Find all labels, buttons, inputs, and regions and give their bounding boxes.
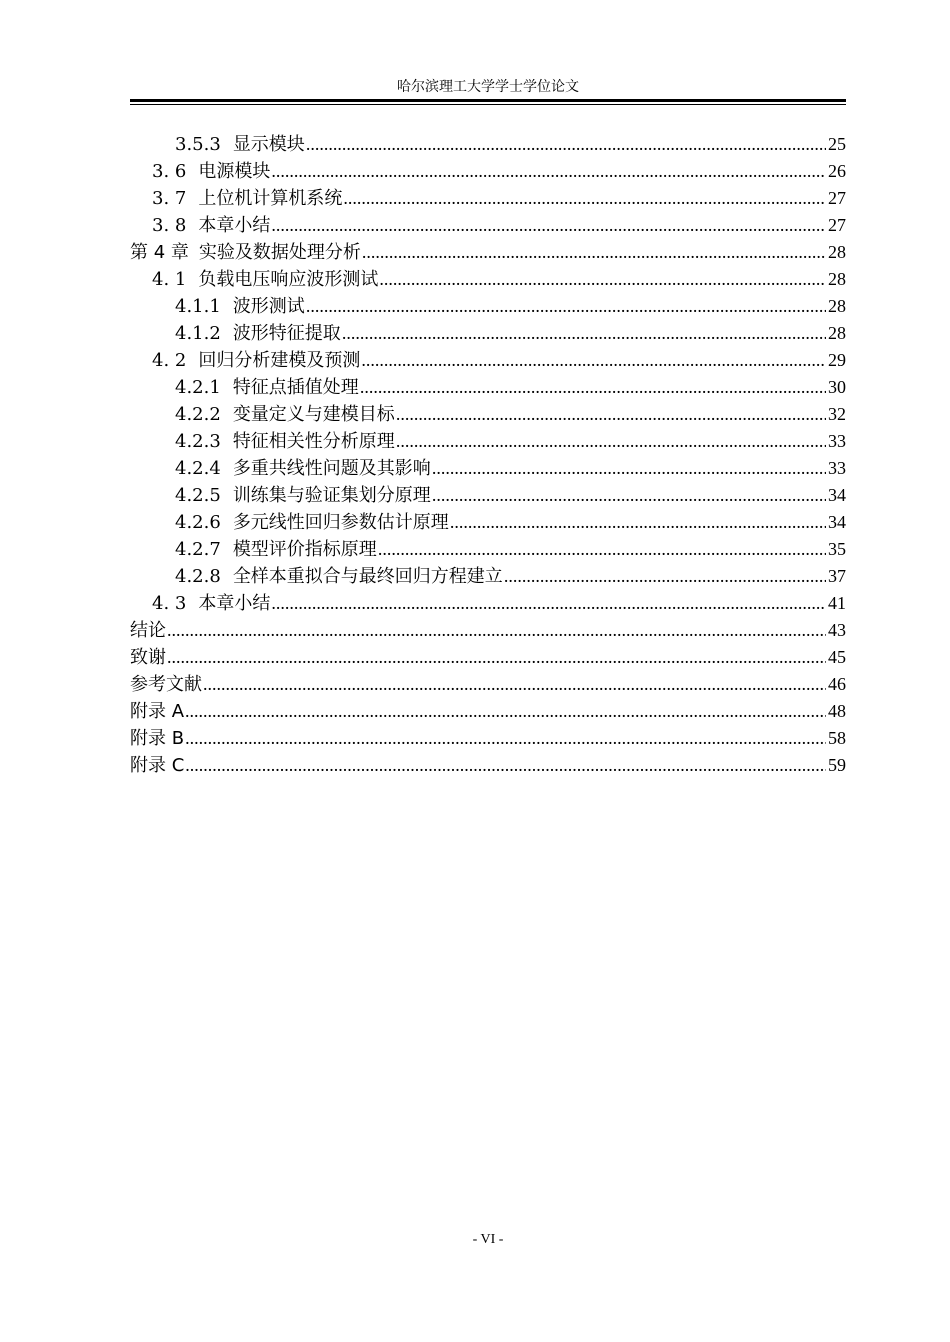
toc-entry-page: 43 [828, 620, 846, 640]
toc-entry-page: 26 [828, 161, 846, 181]
toc-dot-leader [504, 563, 826, 590]
toc-dot-leader [306, 293, 826, 320]
toc-entry-page: 28 [828, 323, 846, 343]
toc-entry[interactable] [130, 671, 846, 698]
toc-entry-title: 上位机计算机系统 [198, 188, 343, 209]
toc-entry-page: 27 [828, 215, 846, 235]
toc-entry[interactable] [130, 131, 846, 158]
toc-dot-leader [185, 752, 826, 779]
toc-dot-leader [271, 590, 826, 617]
toc-entry-title: 附录 A [130, 701, 185, 722]
toc-entry-page: 33 [828, 431, 846, 451]
toc-entry-title: 负载电压响应波形测试 [198, 269, 379, 290]
toc-entry-number: 4.2.6 [175, 512, 221, 533]
toc-dot-leader [343, 185, 826, 212]
toc-entry-title: 特征点插值处理 [232, 377, 359, 398]
toc-entry-title: 电源模块 [198, 161, 271, 182]
toc-entry[interactable] [130, 752, 846, 779]
toc-entry-page: 33 [828, 458, 846, 478]
toc-dot-leader [361, 347, 826, 374]
toc-entry[interactable] [130, 563, 846, 590]
toc-dot-leader [378, 536, 826, 563]
toc-entry-title: 附录 C [130, 755, 185, 776]
toc-entry-page: 32 [828, 404, 846, 424]
header-rule-thick [130, 99, 846, 102]
toc-entry[interactable] [130, 239, 846, 266]
toc-entry-number: 3. 6 [152, 161, 187, 182]
toc-dot-leader [167, 617, 826, 644]
toc-entry-title: 显示模块 [232, 134, 305, 155]
toc-dot-leader [306, 131, 826, 158]
toc-entry-page: 27 [828, 188, 846, 208]
toc-entry-title: 波形特征提取 [232, 323, 341, 344]
toc-entry-page: 59 [828, 755, 846, 775]
toc-dot-leader [379, 266, 826, 293]
toc-entry-page: 46 [828, 674, 846, 694]
toc-entry-page: 30 [828, 377, 846, 397]
header-rule-thin [130, 104, 846, 105]
toc-entry[interactable] [130, 293, 846, 320]
toc-entry-title: 变量定义与建模目标 [232, 404, 395, 425]
toc-dot-leader [362, 239, 826, 266]
toc-entry-title: 特征相关性分析原理 [232, 431, 395, 452]
toc-entry[interactable] [130, 401, 846, 428]
toc-dot-leader [450, 509, 826, 536]
toc-dot-leader [185, 725, 826, 752]
toc-entry-page: 35 [828, 539, 846, 559]
toc-entry-title: 模型评价指标原理 [232, 539, 377, 560]
toc-entry[interactable] [130, 347, 846, 374]
toc-dot-leader [271, 212, 826, 239]
toc-entry[interactable] [130, 698, 846, 725]
toc-entry-title: 本章小结 [198, 593, 271, 614]
toc-dot-leader [432, 455, 826, 482]
toc-dot-leader [396, 401, 826, 428]
toc-dot-leader [271, 158, 826, 185]
toc-entry[interactable] [130, 320, 846, 347]
toc-entry-number: 4. 1 [152, 269, 187, 290]
toc-entry[interactable] [130, 509, 846, 536]
toc-entry-number: 4. 2 [152, 350, 187, 371]
toc-entry-number: 3. 8 [152, 215, 187, 236]
toc-entry-title: 实验及数据处理分析 [198, 242, 361, 263]
toc-entry-page: 28 [828, 242, 846, 262]
toc-entry-number: 4.2.7 [175, 539, 221, 560]
toc-entry-title: 参考文献 [130, 674, 202, 695]
toc-entry-page: 41 [828, 593, 846, 613]
toc-entry-number: 4.1.2 [175, 323, 221, 344]
toc-entry-title: 多元线性回归参数估计原理 [232, 512, 449, 533]
toc-entry-title: 波形测试 [232, 296, 305, 317]
toc-entry-page: 37 [828, 566, 846, 586]
toc-entry[interactable] [130, 185, 846, 212]
toc-dot-leader [396, 428, 826, 455]
toc-entry[interactable] [130, 617, 846, 644]
toc-entry[interactable] [130, 374, 846, 401]
toc-entry-page: 29 [828, 350, 846, 370]
toc-entry-number: 4.2.4 [175, 458, 221, 479]
toc-dot-leader [342, 320, 826, 347]
toc-entry-title: 全样本重拟合与最终回归方程建立 [232, 566, 503, 587]
toc-entry-page: 58 [828, 728, 846, 748]
toc-entry[interactable] [130, 725, 846, 752]
toc-entry-title: 附录 B [130, 728, 185, 749]
toc-entry-page: 34 [828, 485, 846, 505]
page-number: - VI - [472, 1232, 504, 1247]
toc-entry-page: 25 [828, 134, 846, 154]
toc-entry-number: 4.2.2 [175, 404, 221, 425]
toc-entry-number: 4. 3 [152, 593, 187, 614]
toc-entry[interactable] [130, 644, 846, 671]
toc-entry-page: 34 [828, 512, 846, 532]
toc-entry-number: 4.2.8 [175, 566, 221, 587]
table-of-contents [130, 131, 846, 779]
toc-entry-page: 45 [828, 647, 846, 667]
toc-entry-title: 多重共线性问题及其影响 [232, 458, 431, 479]
toc-entry[interactable] [130, 482, 846, 509]
toc-dot-leader [167, 644, 826, 671]
toc-entry-number: 4.2.5 [175, 485, 221, 506]
toc-entry-page: 28 [828, 296, 846, 316]
toc-entry-title: 回归分析建模及预测 [198, 350, 361, 371]
toc-entry-title: 致谢 [130, 647, 166, 668]
toc-entry-number: 4.2.3 [175, 431, 221, 452]
toc-entry-title: 结论 [130, 620, 166, 641]
running-header-title: 哈尔滨理工大学学士学位论文 [397, 79, 579, 95]
toc-entry[interactable] [130, 428, 846, 455]
toc-entry[interactable] [130, 266, 846, 293]
toc-entry-number: 4.1.1 [175, 296, 221, 317]
toc-entry-number: 第 4 章 [130, 242, 189, 263]
toc-entry[interactable] [130, 158, 846, 185]
toc-entry[interactable] [130, 590, 846, 617]
toc-entry-number: 3.5.3 [175, 134, 221, 155]
toc-entry-title: 本章小结 [198, 215, 271, 236]
toc-dot-leader [360, 374, 826, 401]
toc-entry[interactable] [130, 455, 846, 482]
toc-entry-number: 3. 7 [152, 188, 187, 209]
toc-entry-title: 训练集与验证集划分原理 [232, 485, 431, 506]
toc-dot-leader [203, 671, 826, 698]
toc-entry-number: 4.2.1 [175, 377, 221, 398]
toc-entry[interactable] [130, 536, 846, 563]
toc-entry-page: 48 [828, 701, 846, 721]
toc-entry[interactable] [130, 212, 846, 239]
toc-dot-leader [185, 698, 826, 725]
toc-dot-leader [432, 482, 826, 509]
toc-entry-page: 28 [828, 269, 846, 289]
